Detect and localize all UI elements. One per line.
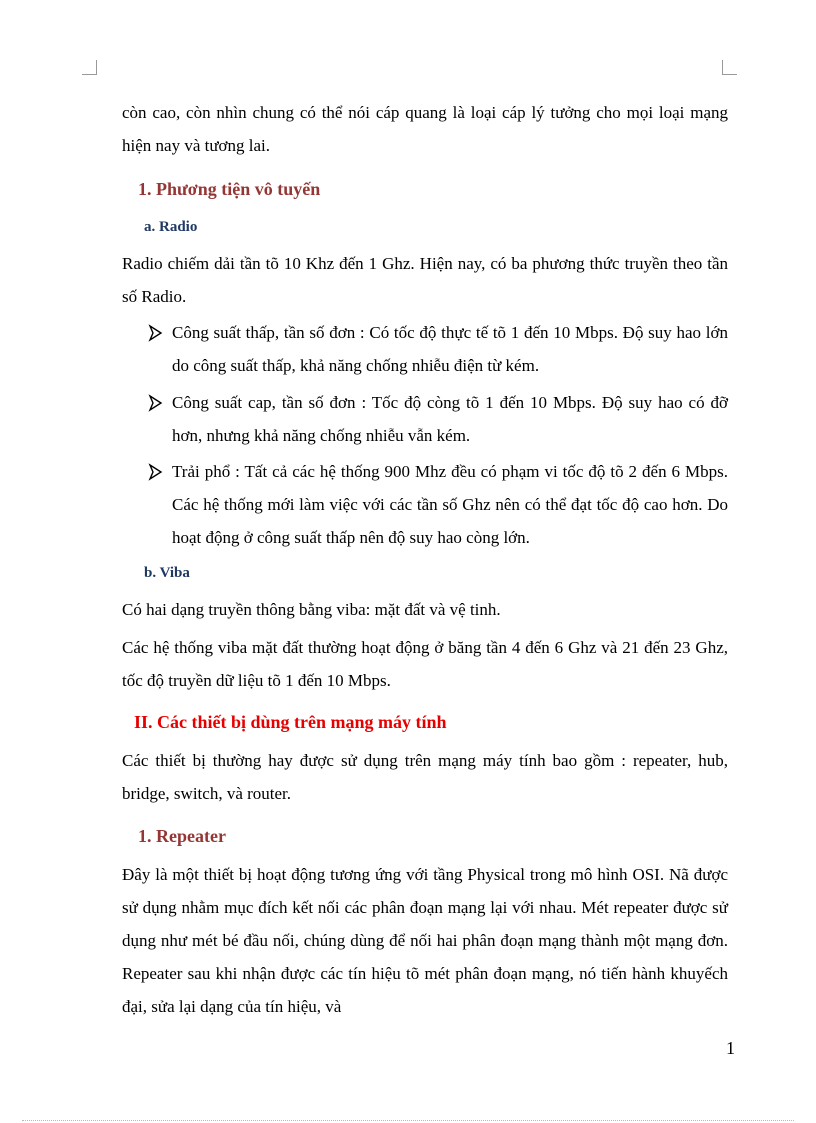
paragraph-devices: Các thiết bị thường hay được sử dụng trên mạng máy tính bao gồm : repeater, hub, bridge, switch, và router. — [122, 751, 728, 803]
paragraph-viba-terrestrial: Các hệ thống viba mặt đất thường hoạt động ở băng tần 4 đến 6 Ghz và 21 đến 23 Ghz, tốc độ truyền dữ liệu tõ 1 đến 10 Mbps. — [122, 638, 728, 690]
paragraph-radio: Radio chiếm dải tần tõ 10 Khz đến 1 Ghz. Hiện nay, có ba phương thức truyền theo tần số Radio. — [122, 254, 728, 306]
heading-network-devices: II. Các thiết bị dùng trên mạng máy tính — [134, 712, 447, 732]
bullet-item-high-power — [148, 386, 728, 452]
paragraph-intro: còn cao, còn nhìn chung có thể nói cáp quang là loại cáp lý tưởng cho mọi loại mạng hiện nay và tương lai. — [122, 103, 728, 155]
bullet-text: Trải phổ : Tất cả các hệ thống 900 Mhz đều có phạm vi tốc độ tõ 2 đến 6 Mbps. Các hệ thống mới làm việc với các tần số Ghz nên có thể đạt tốc độ cao hơn. Do hoạt động ở công suất thấp nên độ suy hao còng lớn. — [172, 462, 728, 547]
heading-repeater: 1. Repeater — [138, 826, 226, 846]
paragraph-viba-types: Có hai dạng truyền thông bằng viba: mặt đất và vệ tinh. — [122, 600, 501, 619]
arrow-bullet-icon — [148, 386, 164, 419]
bullet-text: Công suất cap, tần số đơn : Tốc độ còng tõ 1 đến 10 Mbps. Độ suy hao có đỡ hơn, nhưng khả năng chống nhiễu vẫn kém. — [172, 393, 728, 445]
crop-mark-top-right — [722, 60, 737, 75]
bullet-item-spread-spectrum — [148, 455, 728, 554]
subheading-radio: a. Radio — [144, 219, 198, 235]
page-number: 1 — [726, 1038, 735, 1058]
crop-mark-top-left — [82, 60, 97, 75]
page-bottom-border — [22, 1120, 794, 1121]
subheading-viba: b. Viba — [144, 565, 190, 581]
bullet-text: Công suất thấp, tần số đơn : Có tốc độ thực tế tõ 1 đến 10 Mbps. Độ suy hao lớn do công suất thấp, khả năng chống nhiễu điện từ kém. — [172, 323, 728, 375]
heading-wireless-media: 1. Phương tiện vô tuyến — [138, 179, 321, 199]
paragraph-repeater: Đây là một thiết bị hoạt động tương ứng với tầng Physical trong mô hình OSI. Nã được sử dụng nhằm mục đích kết nối các phân đoạn mạng lại với nhau. Mét repeater được sử dụng như mét bé đầu nối, chúng dùng để nối hai phân đoạn mạng thành một mạng đơn. Repeater sau khi nhận được các tín hiệu tõ mét phân đoạn mạng, nó tiến hành khuyếch đại, sửa lại dạng của tín hiệu, và — [122, 865, 728, 1016]
arrow-bullet-icon — [148, 316, 164, 349]
arrow-bullet-icon — [148, 455, 164, 488]
bullet-item-low-power — [148, 316, 728, 382]
